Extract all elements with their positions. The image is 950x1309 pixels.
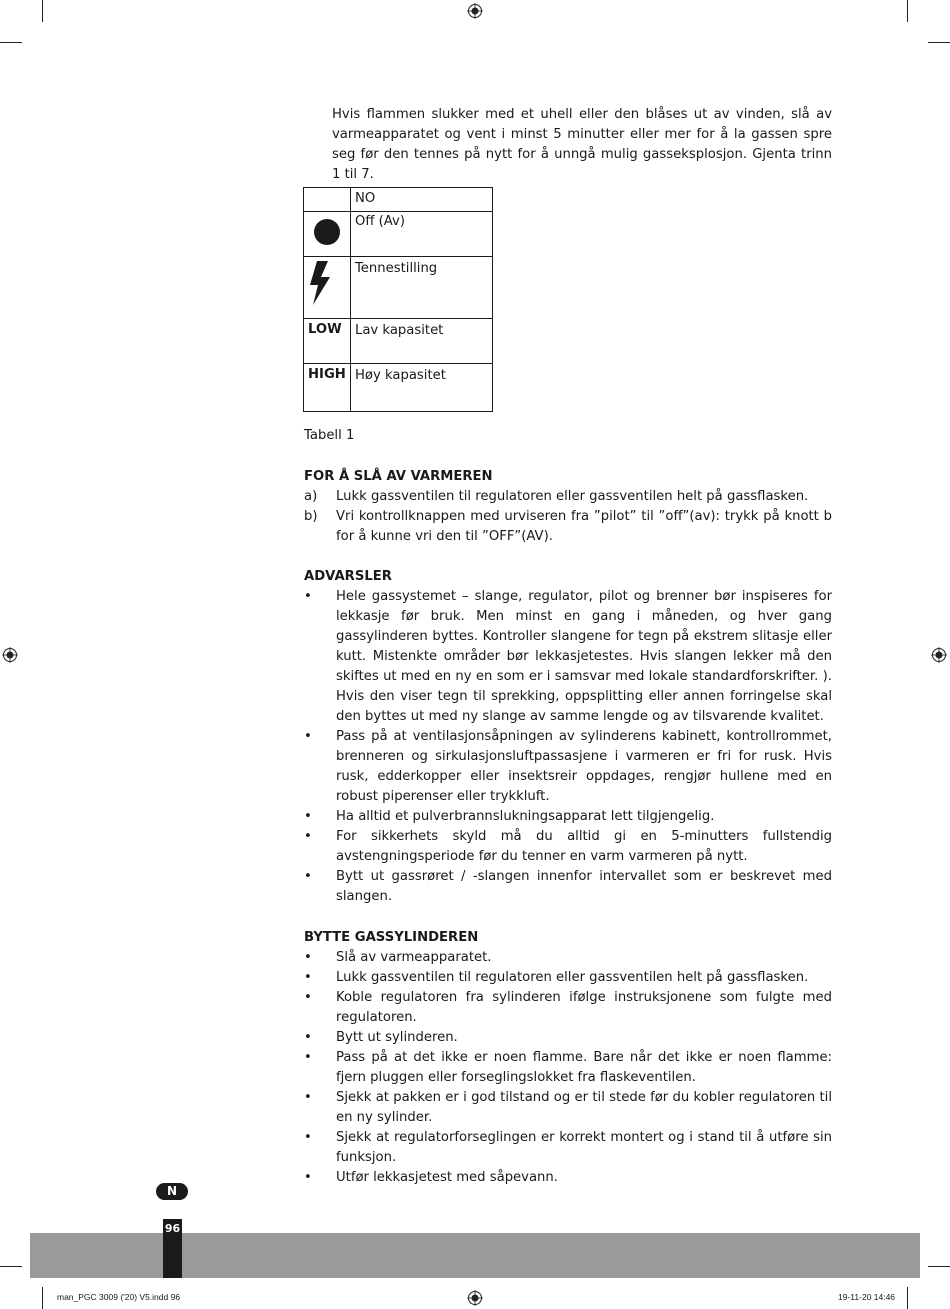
bullet-icon: •	[304, 729, 312, 744]
table-label: Tennestilling	[351, 257, 493, 319]
registration-mark-icon	[2, 647, 18, 663]
list-item-text: Sjekk at pakken er i god tilstand og er til stede før du kobler regulatoren til en ny sylinder.	[336, 1090, 832, 1125]
bullet-icon: •	[304, 829, 312, 844]
bullet-icon: •	[304, 1090, 312, 1105]
table-label: Off (Av)	[351, 212, 493, 257]
crop-mark	[928, 1266, 950, 1267]
list-marker: a)	[304, 489, 318, 504]
crop-mark	[42, 0, 43, 22]
list-item	[304, 827, 832, 867]
list-item-text: Vri kontrollknappen med urviseren fra ”pilot” til ”off”(av): trykk på knott b for å kunne vri den til ”OFF”(AV).	[336, 509, 832, 544]
off-steps-list	[304, 487, 832, 547]
list-item-text: Pass på at det ikke er noen flamme. Bare når det ikke er noen flamme: fjern pluggen eller forseglingslokket fra flaskeventilen.	[336, 1050, 832, 1085]
table-header: NO	[351, 188, 493, 212]
table-label: Høy kapasitet	[351, 364, 493, 412]
list-item-text: Lukk gassventilen til regulatoren eller gassventilen helt på gassflasken.	[336, 970, 809, 985]
list-item	[304, 507, 832, 547]
registration-mark-icon	[467, 1290, 483, 1306]
registration-mark-icon	[931, 647, 947, 663]
slug-timestamp: 19-11-20 14:46	[838, 1292, 896, 1302]
section-heading: FOR Å SLÅ AV VARMEREN	[304, 469, 493, 484]
list-item-text: Koble regulatoren fra sylinderen ifølge instruksjonene som fulgte med regulatoren.	[336, 990, 832, 1025]
off-circle-icon	[313, 218, 341, 246]
list-item-text: Utfør lekkasjetest med såpevann.	[336, 1170, 558, 1185]
list-marker: b)	[304, 509, 318, 524]
slug-filename: man_PGC 3009 ('20) V5.indd 96	[57, 1292, 181, 1302]
list-item-text: For sikkerhets skyld må du alltid gi en 5-minutters fullstendig avstengningsperiode før du tenner en varm varmeren på nytt.	[336, 829, 832, 864]
list-item	[304, 487, 832, 507]
list-item	[304, 587, 832, 727]
table-symbol-cell	[304, 212, 351, 257]
list-item	[304, 727, 832, 807]
list-item-text: Slå av varmeapparatet.	[336, 950, 492, 965]
bullet-icon: •	[304, 950, 312, 965]
list-item	[304, 988, 832, 1028]
registration-mark-icon	[467, 3, 483, 19]
list-item	[304, 1168, 832, 1188]
list-item-text: Lukk gassventilen til regulatoren eller gassventilen helt på gassflasken.	[336, 489, 809, 504]
list-item	[304, 1048, 832, 1088]
list-item	[304, 948, 832, 968]
crop-mark	[42, 1287, 43, 1309]
list-item-text: Pass på at ventilasjonsåpningen av sylinderens kabinett, kontrollrommet, brenneren og sirkulasjonsluftpassasjene i varmeren er fri for rusk. Hvis rusk, edderkopper eller insektsreir oppdages, rengjør hullene med en robust piperenser eller trykkluft.	[336, 729, 832, 804]
bullet-icon: •	[304, 1170, 312, 1185]
list-item-text: Sjekk at regulatorforseglingen er korrekt montert og i stand til å utføre sin funksjon.	[336, 1130, 832, 1165]
table-corner-cell	[304, 188, 351, 212]
list-item	[304, 867, 832, 907]
crop-mark	[928, 42, 950, 43]
bullet-icon: •	[304, 970, 312, 985]
cylinder-steps-list	[304, 948, 832, 1188]
table-symbol-low: LOW	[304, 319, 351, 364]
warnings-list	[304, 587, 832, 907]
list-item	[304, 1088, 832, 1128]
crop-mark	[907, 0, 908, 22]
crop-mark	[907, 1287, 908, 1309]
list-item	[304, 1128, 832, 1168]
bullet-icon: •	[304, 990, 312, 1005]
page-number: 96	[163, 1219, 182, 1278]
section-heading: ADVARSLER	[304, 569, 392, 584]
bullet-icon: •	[304, 1130, 312, 1145]
list-item	[304, 807, 832, 827]
list-item	[304, 1028, 832, 1048]
language-badge: N	[156, 1183, 188, 1200]
ignition-lightning-icon	[308, 261, 332, 305]
list-item-text: Hele gassystemet – slange, regulator, pilot og brenner bør inspiseres for lekkasje før bruk. Men minst en gang i måneden, og hver gang gassylinderen byttes. Kontroller slangene for tegn på ekstrem slitasje eller kutt. Mistenkte områder bør lekkasjetestes. Hvis slangen lekker må den skiftes ut med en ny en som er i samsvar med lokale standardforskrifter. ). Hvis den viser tegn til sprekking, oppsplitting eller annen forringelse skal den byttes ut med ny slange av samme lengde og av tilsvarende kvalitet.	[336, 589, 832, 724]
list-item-text: Ha alltid et pulverbrannslukningsapparat lett tilgjengelig.	[336, 809, 715, 824]
table-symbol-high: HIGH	[304, 364, 351, 412]
bullet-icon: •	[304, 589, 312, 604]
list-item	[304, 968, 832, 988]
table-symbol-cell	[304, 257, 351, 319]
section-heading: BYTTE GASSYLINDEREN	[304, 930, 479, 945]
crop-mark	[0, 42, 22, 43]
crop-mark	[0, 1266, 22, 1267]
table-label: Lav kapasitet	[351, 319, 493, 364]
list-item-text: Bytt ut sylinderen.	[336, 1030, 458, 1045]
bullet-icon: •	[304, 1050, 312, 1065]
bullet-icon: •	[304, 809, 312, 824]
mode-table	[303, 187, 493, 412]
list-item-text: Bytt ut gassrøret / -slangen innenfor intervallet som er beskrevet med slangen.	[336, 869, 832, 904]
bullet-icon: •	[304, 869, 312, 884]
intro-paragraph: Hvis flammen slukker med et uhell eller den blåses ut av vinden, slå av varmeapparatet og vent i minst 5 minutter eller mer for å la gassen spre seg før den tennes på nytt for å unngå mulig gasseksplosjon. Gjenta trinn 1 til 7.	[332, 107, 832, 182]
bullet-icon: •	[304, 1030, 312, 1045]
table-caption: Tabell 1	[304, 428, 355, 443]
